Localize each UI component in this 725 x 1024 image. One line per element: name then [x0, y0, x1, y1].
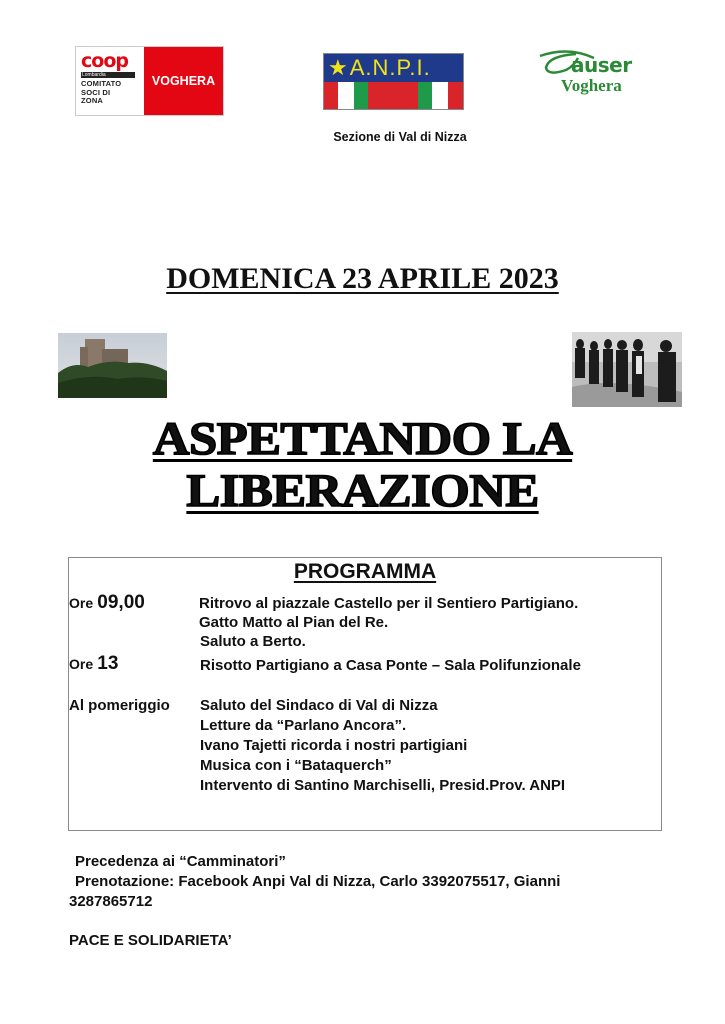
- walkers-priority-note: Precedenza ai “Camminatori”: [75, 853, 286, 870]
- section-name: Sezione di Val di Nizza: [333, 130, 467, 144]
- anpi-text: A.N.P.I.: [349, 55, 431, 80]
- coop-line-3: ZONA: [81, 96, 104, 105]
- event-title: [0, 413, 725, 517]
- coop-city: VOGHERA: [144, 47, 223, 115]
- schedule-item: Risotto Partigiano a Casa Ponte – Sala Polifunzionale: [200, 657, 581, 674]
- schedule-item: Letture da “Parlano Ancora”.: [200, 717, 407, 734]
- coop-line-1: COMITATO: [81, 79, 122, 88]
- castle-image-icon: [58, 333, 167, 398]
- event-date: DOMENICA 23 APRILE 2023: [166, 262, 559, 295]
- title-line-1: ASPETTANDO LA: [152, 413, 573, 465]
- schedule-time-afternoon: Al pomeriggio: [69, 697, 170, 714]
- schedule-item: Saluto a Berto.: [200, 633, 306, 650]
- star-icon: ★: [328, 55, 349, 80]
- programme-heading: PROGRAMMA: [293, 560, 437, 583]
- partisans-photo: [572, 332, 682, 407]
- schedule-item: Musica con i “Bataquerch”: [200, 757, 392, 774]
- auser-city: Voghera: [561, 76, 622, 95]
- coop-logo: [75, 46, 224, 116]
- schedule-time-13: Ore 13: [69, 653, 119, 674]
- schedule-item: Ivano Tajetti ricorda i nostri partigiani: [200, 737, 468, 754]
- auser-logo: [536, 46, 662, 102]
- coop-logo-left: [76, 47, 144, 115]
- coop-committee: [81, 80, 139, 106]
- coop-wordmark: coop: [81, 50, 128, 72]
- anpi-banner: [324, 54, 463, 82]
- booking-phone: 3287865712: [69, 893, 153, 910]
- castle-photo: [58, 333, 167, 398]
- schedule-item: Intervento di Santino Marchiselli, Presid.Prov. ANPI: [200, 777, 566, 794]
- schedule-time-0900: Ore 09,00: [69, 592, 145, 613]
- italian-flag-ribbon: [324, 82, 463, 109]
- motto: PACE E SOLIDARIETA’: [69, 932, 232, 949]
- anpi-logo: [323, 53, 464, 110]
- booking-info: Prenotazione: Facebook Anpi Val di Nizza, Carlo 3392075517, Gianni: [75, 873, 561, 890]
- schedule-item: Saluto del Sindaco di Val di Nizza: [200, 697, 438, 714]
- auser-wordmark: auser: [571, 53, 632, 77]
- partisans-image-icon: [572, 332, 682, 407]
- coop-line-2: SOCI DI: [81, 87, 111, 97]
- schedule-item: Ritrovo al piazzale Castello per il Sentiero Partigiano.: [199, 595, 579, 612]
- schedule-item: Gatto Matto al Pian del Re.: [199, 614, 389, 631]
- programme-box: [68, 557, 662, 831]
- coop-region: Lombardia: [81, 72, 135, 78]
- title-line-2: LIBERAZIONE: [186, 465, 539, 517]
